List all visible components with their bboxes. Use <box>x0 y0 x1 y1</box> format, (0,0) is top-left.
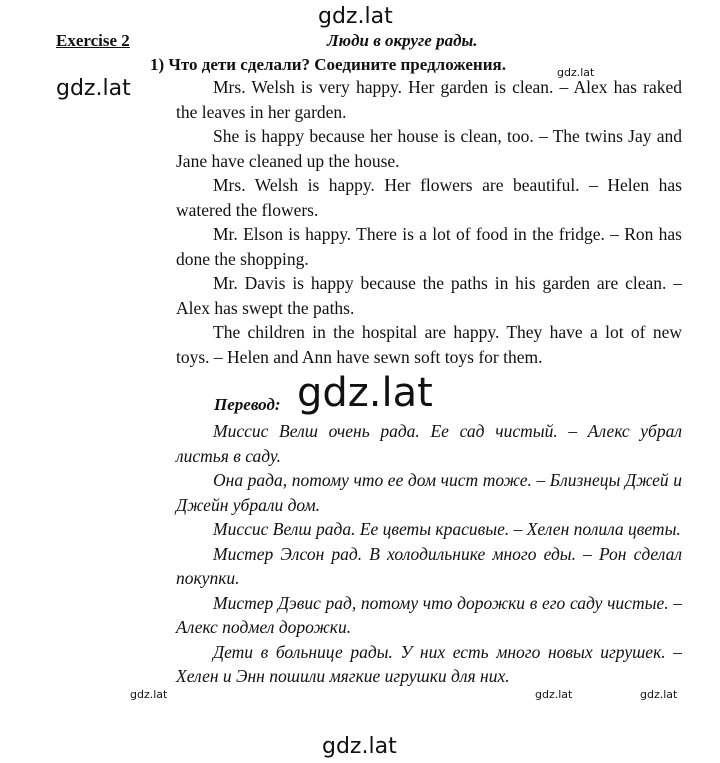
russian-sentence: Мистер Дэвис рад, потому что дорожки в его саду чистые. – Алекс подмел дорожки. <box>176 592 682 637</box>
english-sentences <box>176 75 682 369</box>
watermark-top: gdz.lat <box>318 4 393 29</box>
russian-sentence: Мистер Элсон рад. В холодильнике много еды. – Рон сделал покупки. <box>176 543 682 588</box>
watermark-bottom: gdz.lat <box>322 734 397 759</box>
watermark-small-bottom-left: gdz.lat <box>130 688 168 701</box>
watermark-small-bottom-right: gdz.lat <box>640 688 678 701</box>
russian-sentence: Миссис Велш рада. Ее цветы красивые. – Хелен полила цветы. <box>213 519 681 539</box>
translation-label: Перевод: <box>214 395 281 414</box>
exercise-number: Exercise 2 <box>56 31 130 50</box>
task-instruction: 1) Что дети сделали? Соедините предложения. <box>150 55 506 74</box>
russian-sentence: Миссис Велш очень рада. Ее сад чистый. – Алекс убрал листья в саду. <box>176 421 682 466</box>
english-sentence: Mrs. Welsh is happy. Her flowers are beautiful. – Helen has watered the flowers. <box>176 175 682 220</box>
russian-sentence: Дети в больнице рады. У них есть много новых игрушек. – Хелен и Энн пошили мягкие игрушки для них. <box>176 641 682 686</box>
english-sentence: Mr. Elson is happy. There is a lot of food in the fridge. – Ron has done the shopping. <box>176 224 682 269</box>
watermark-small-bottom-mid: gdz.lat <box>535 688 573 701</box>
page-title: Люди в округе рады. <box>327 31 478 50</box>
watermark-left: gdz.lat <box>56 76 131 101</box>
russian-translation <box>176 419 682 689</box>
english-sentence: She is happy because her house is clean, too. – The twins Jay and Jane have cleaned up the house. <box>176 126 682 171</box>
russian-sentence: Она рада, потому что ее дом чист тоже. – Близнецы Джей и Джейн убрали дом. <box>176 470 682 515</box>
english-sentence: Mr. Davis is happy because the paths in his garden are clean. – Alex has swept the paths. <box>176 273 682 318</box>
watermark-big-middle: gdz.lat <box>297 370 433 416</box>
watermark-small-top: gdz.lat <box>557 66 595 79</box>
english-sentence: The children in the hospital are happy. They have a lot of new toys. – Helen and Ann have sewn soft toys for them. <box>176 322 682 367</box>
english-sentence: Mrs. Welsh is very happy. Her garden is clean. – Alex has raked the leaves in her garden. <box>176 77 682 122</box>
